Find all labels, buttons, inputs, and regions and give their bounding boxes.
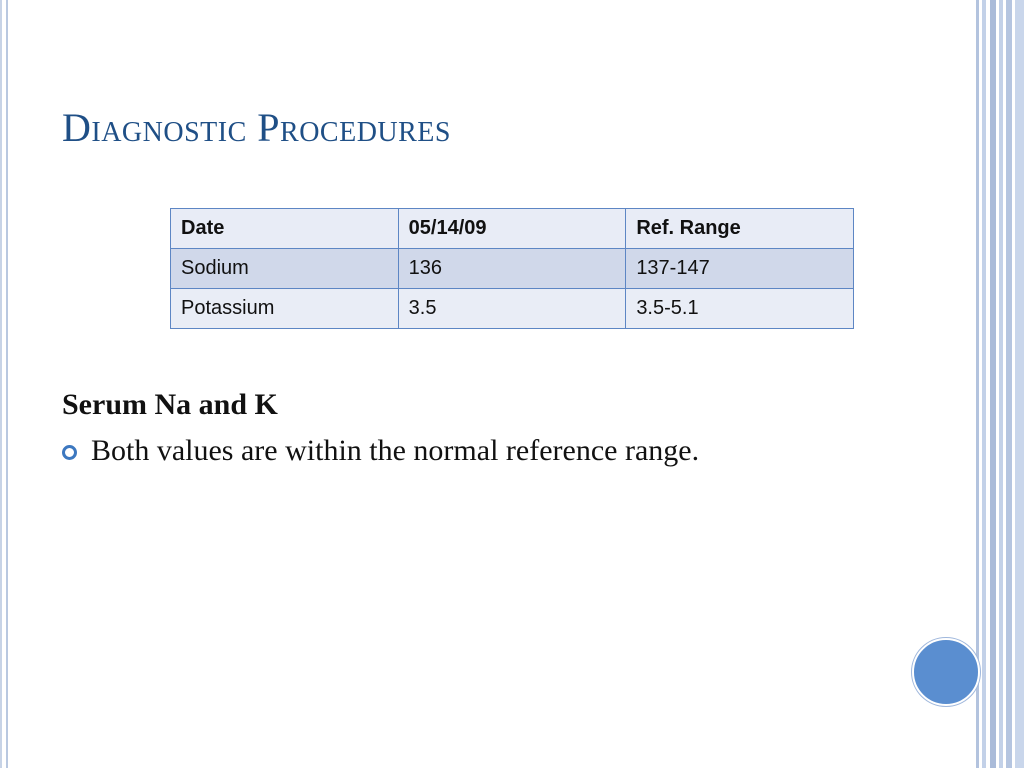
table-row <box>171 249 854 289</box>
right-stripe <box>1015 0 1024 768</box>
slide-title: Diagnostic Procedures <box>62 105 451 150</box>
bullet-item <box>62 434 699 468</box>
table-header-row <box>171 209 854 249</box>
right-stripe <box>982 0 986 768</box>
left-border-line-inner <box>6 0 8 768</box>
bullet-text: Both values are within the normal reference range. <box>91 434 700 467</box>
left-border-line <box>0 0 2 768</box>
table-header-cell: Date <box>171 209 399 249</box>
table-cell: 3.5-5.1 <box>626 289 854 329</box>
ring-bullet-icon <box>62 445 77 460</box>
table-row <box>171 289 854 329</box>
lab-results-table <box>170 208 854 329</box>
right-stripe <box>999 0 1003 768</box>
table-cell: 3.5 <box>398 289 626 329</box>
right-stripe <box>990 0 996 768</box>
right-stripe <box>1006 0 1012 768</box>
table-cell: Sodium <box>171 249 399 289</box>
table-cell: 137-147 <box>626 249 854 289</box>
circle-decoration-icon <box>912 638 980 706</box>
right-stripe <box>976 0 979 768</box>
section-subheading: Serum Na and K <box>62 388 278 421</box>
table-cell: Potassium <box>171 289 399 329</box>
table-header-cell: 05/14/09 <box>398 209 626 249</box>
table-cell: 136 <box>398 249 626 289</box>
table-header-cell: Ref. Range <box>626 209 854 249</box>
